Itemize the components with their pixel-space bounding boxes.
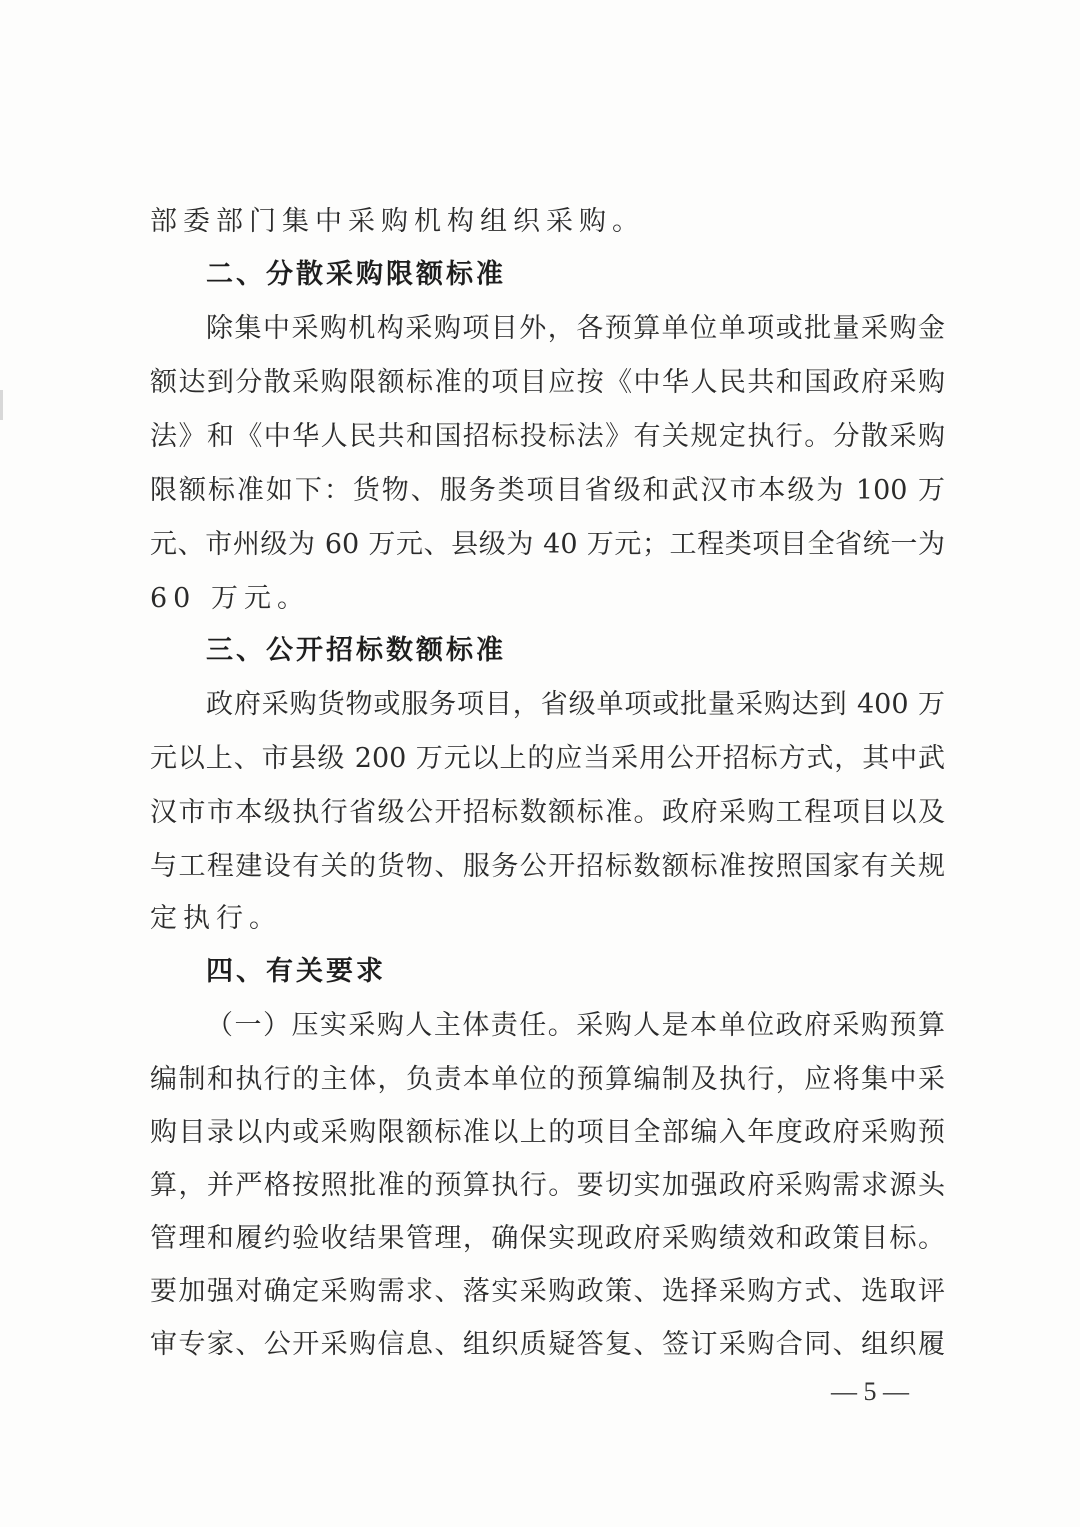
- text-line: 元、市州级为 60 万元、县级为 40 万元；工程类项目全省统一为: [150, 529, 945, 560]
- text-line: 审专家、公开采购信息、组织质疑答复、签订采购合同、组织履: [150, 1329, 945, 1360]
- scan-edge-mark: [0, 390, 3, 420]
- text-line: 除集中采购机构采购项目外，各预算单位单项或批量采购金: [206, 313, 945, 344]
- section-heading: 二、分散采购限额标准: [206, 259, 506, 290]
- text-line: 元以上、市县级 200 万元以上的应当采用公开招标方式，其中武: [150, 743, 945, 774]
- text-line: 管理和履约验收结果管理，确保实现政府采购绩效和政策目标。: [150, 1223, 945, 1254]
- text-line: 汉市市本级执行省级公开招标数额标准。政府采购工程项目以及: [150, 797, 945, 828]
- text-line: 编制和执行的主体，负责本单位的预算编制及执行，应将集中采: [150, 1064, 945, 1095]
- text-line: 部委部门集中采购机构组织采购。: [150, 206, 645, 237]
- text-line: 要加强对确定采购需求、落实采购政策、选择采购方式、选取评: [150, 1276, 945, 1307]
- text-line: （一）压实采购人主体责任。采购人是本单位政府采购预算: [206, 1010, 945, 1041]
- section-heading: 四、有关要求: [206, 956, 386, 987]
- text-line: 60 万元。: [150, 583, 310, 614]
- text-line: 限额标准如下：货物、服务类项目省级和武汉市本级为 100 万: [150, 475, 945, 506]
- text-line: 购目录以内或采购限额标准以上的项目全部编入年度政府采购预: [150, 1117, 945, 1148]
- page-number: — 5 —: [831, 1377, 909, 1406]
- text-line: 算，并严格按照批准的预算执行。要切实加强政府采购需求源头: [150, 1170, 945, 1201]
- text-line: 额达到分散采购限额标准的项目应按《中华人民共和国政府采购: [150, 367, 945, 398]
- text-line: 法》和《中华人民共和国招标投标法》有关规定执行。分散采购: [150, 421, 945, 452]
- text-line: 与工程建设有关的货物、服务公开招标数额标准按照国家有关规: [150, 851, 945, 882]
- text-line: 定执行。: [150, 903, 282, 934]
- section-heading: 三、公开招标数额标准: [206, 635, 506, 666]
- text-line: 政府采购货物或服务项目，省级单项或批量采购达到 400 万: [206, 689, 945, 720]
